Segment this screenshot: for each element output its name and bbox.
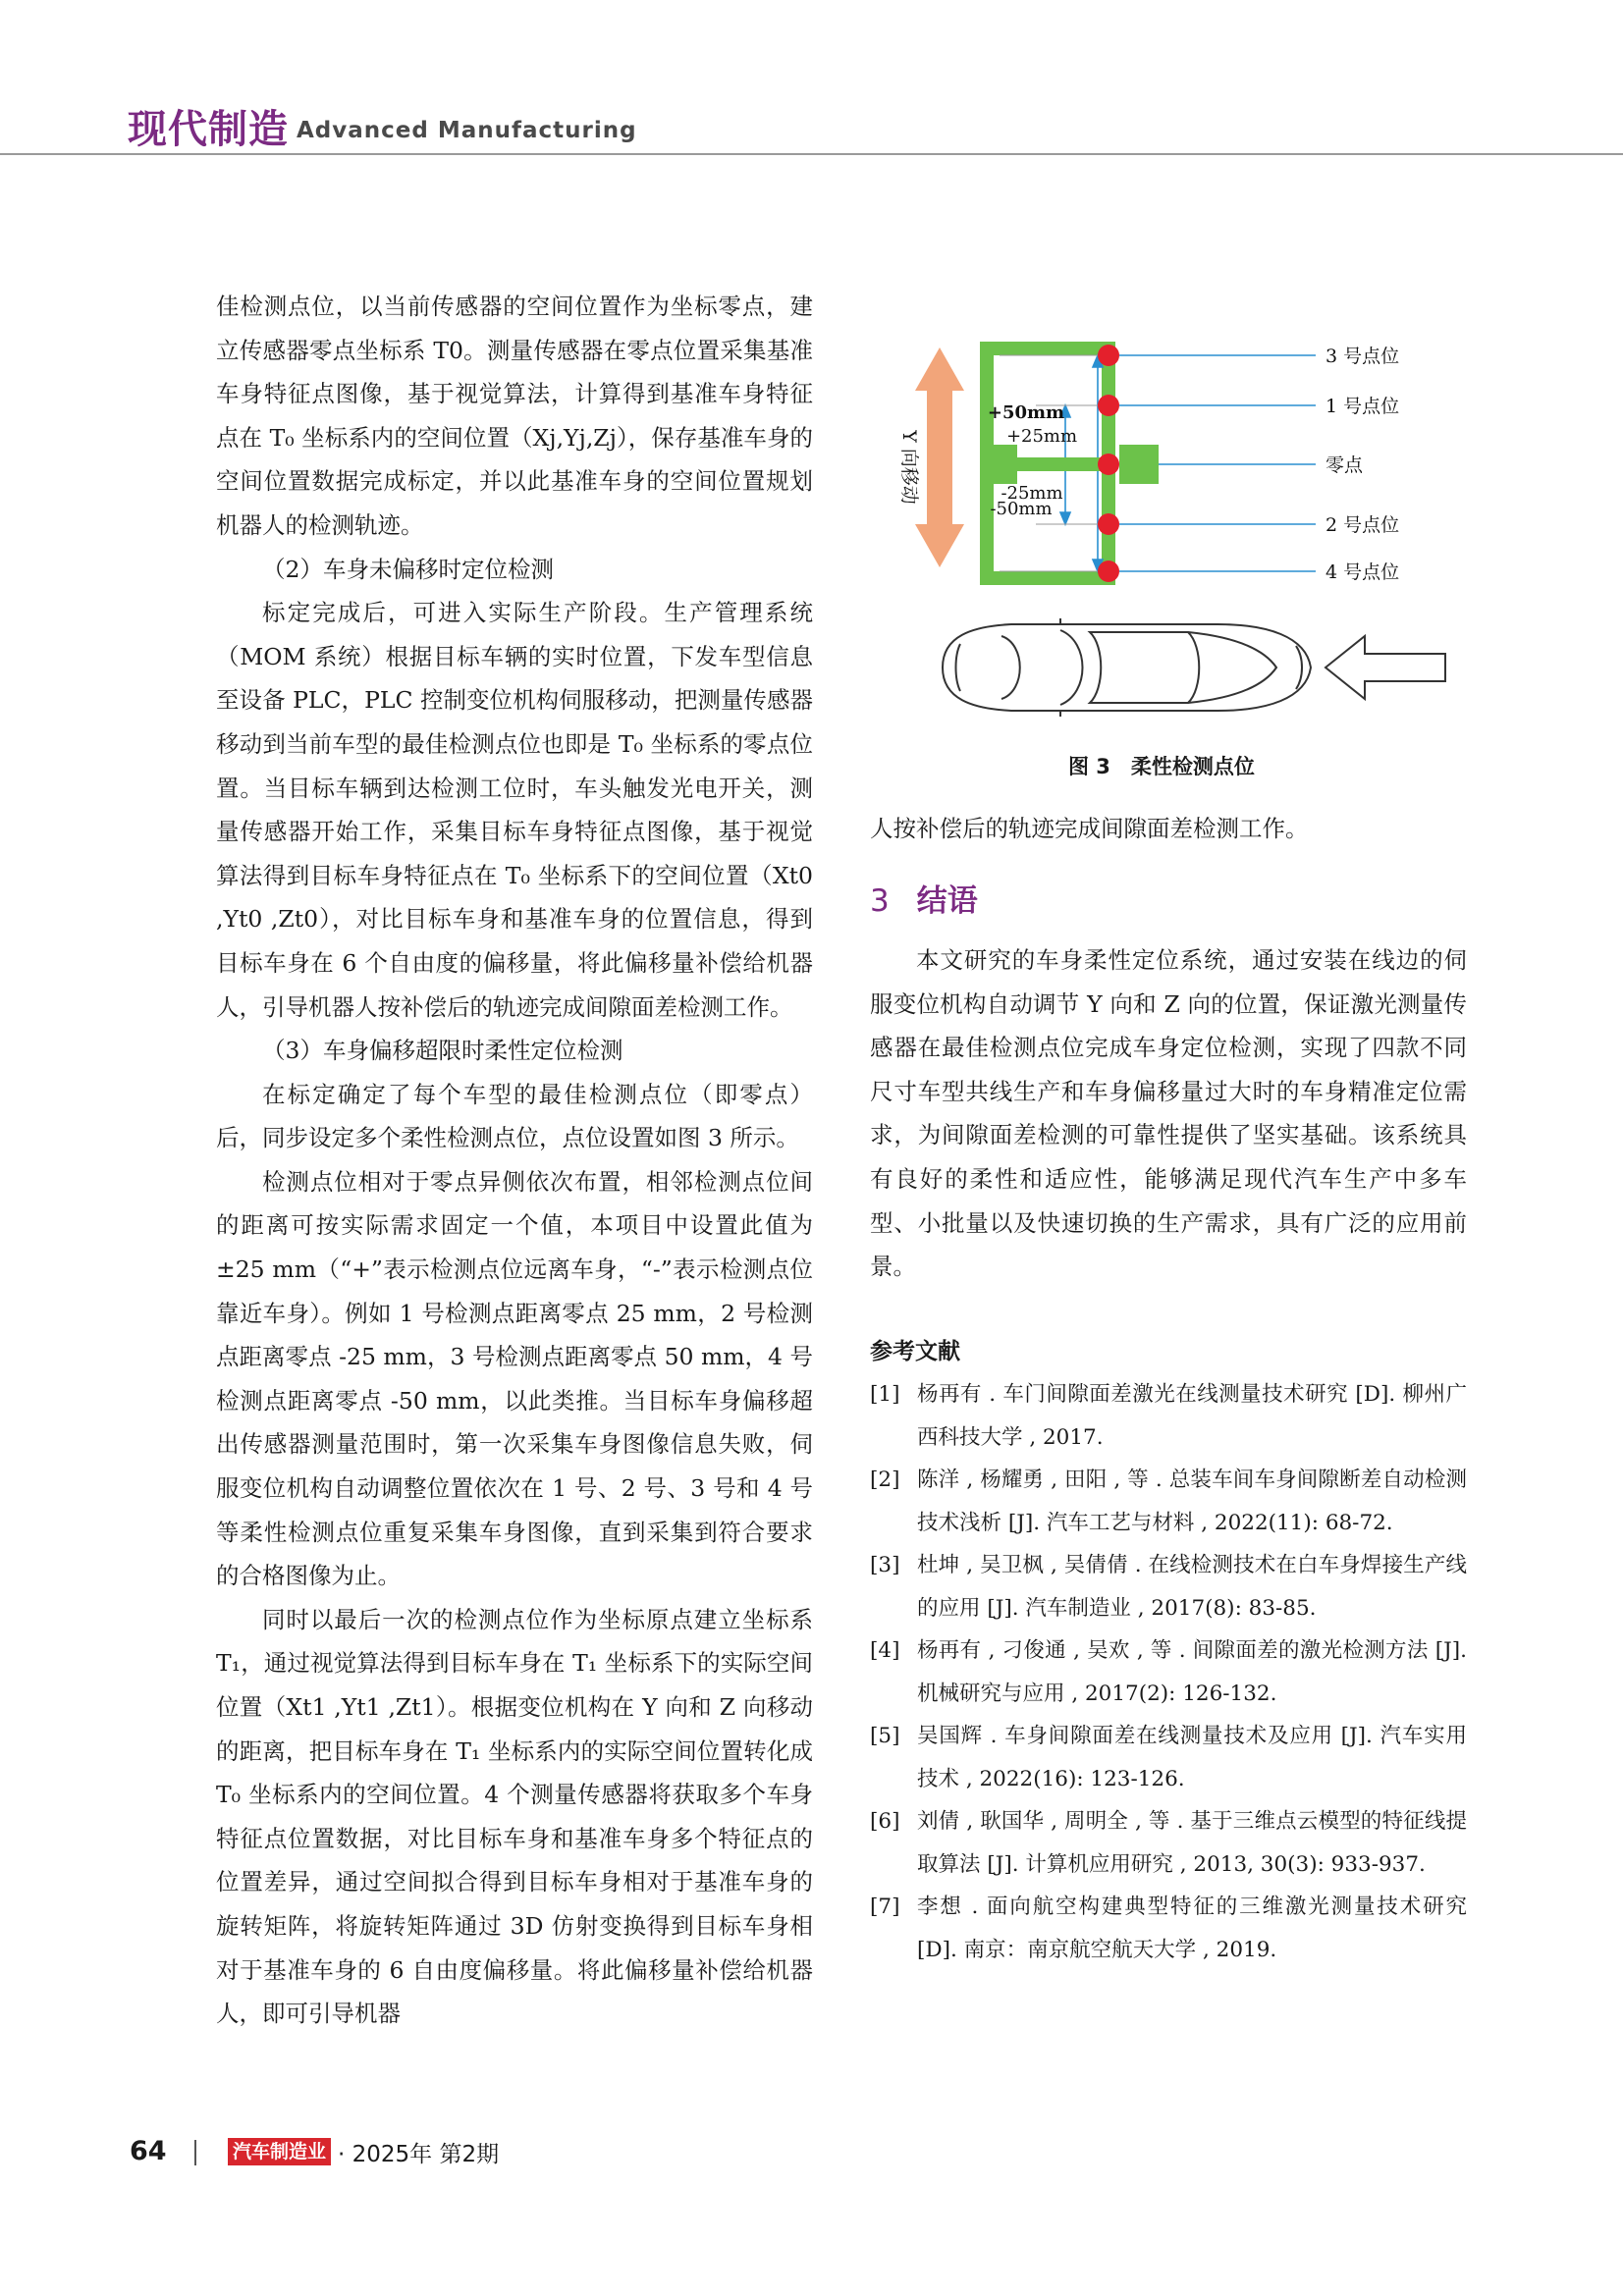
figure-flexible-points — [864, 312, 1473, 744]
section-title: 结语 — [916, 883, 978, 919]
frame-top-bar — [980, 342, 1115, 355]
label-minus50: -50mm — [990, 499, 1053, 519]
page-number: 64 — [130, 2136, 167, 2166]
frame-middle-bar — [980, 457, 1115, 471]
references-list — [870, 1373, 1467, 1971]
magazine-logo: 汽车制造业 — [228, 2138, 331, 2165]
reference-text: 杨再有 . 车门间隙面差激光在线测量技术研究 [D]. 柳州广西科技大学 , 2017. — [917, 1382, 1467, 1450]
journal-title-cn: 现代制造 — [128, 107, 289, 152]
detection-point-4 — [1098, 561, 1119, 582]
section-heading-conclusion — [870, 876, 1467, 920]
detection-point-2 — [1098, 513, 1119, 535]
label-plus50: +50mm — [987, 402, 1065, 423]
label-y-movement: Y 向移动 — [898, 430, 920, 505]
paragraph-coordinate-transform: 同时以最后一次的检测点位作为坐标原点建立坐标系 T₁，通过视觉算法得到目标车身在 T₁ 坐标系下的实际空间位置（Xt1 ,Yt1 ,Zt1）。根据变位机构在 Y 向和 Z 向移动的距离，把目标车身在 T₁ 坐标系内的实际空间位置转化成 T₀ 坐标系内的空间位置。4 个测量传感器将获取多个车身特征点位置数据，对比目标车身和基准车身多个特征点的位置差异，通过空间拟合得到目标车身相对于基准车身的旋转矩阵，将旋转矩阵通过 3D 仿射变换得到目标车身相对于基准车身的 6 自由度偏移量。将此偏移量补偿给机器人，即可引导机器 — [216, 1605, 813, 2028]
reference-item — [870, 1544, 1467, 1629]
frame-bottom-bar — [980, 571, 1115, 585]
detection-point-zero — [1098, 454, 1119, 475]
reference-text: 陈洋 , 杨耀勇 , 田阳 , 等 . 总装车间车身间隙断差自动检测技术浅析 [J]. 汽车工艺与材料 , 2022(11): 68-72. — [917, 1468, 1467, 1535]
paragraph-calibration: 佳检测点位，以当前传感器的空间位置作为坐标零点，建立传感器零点坐标系 T0。测量传感器在零点位置采集基准车身特征点图像，基于视觉算法，计算得到基准车身特征点在 T₀ 坐标系内的空间位置（Xj,Yj,Zj），保存基准车身的空间位置数据完成标定，并以此基准车身的空间位置规划机器人的检测轨迹。 — [216, 293, 813, 539]
journal-title-en: Advanced Manufacturing — [297, 118, 637, 143]
label-point-1: 1 号点位 — [1325, 396, 1400, 417]
reference-text: 杨再有 , 刁俊通 , 吴欢 , 等 . 间隙面差的激光检测方法 [J]. 机械研究与应用 , 2017(2): 126-132. — [917, 1638, 1467, 1706]
reference-item — [870, 1715, 1467, 1800]
footer-divider — [194, 2140, 196, 2165]
left-column — [216, 285, 813, 2036]
conclusion-body — [870, 938, 1467, 1289]
header-divider — [0, 153, 1623, 155]
reference-number: [3] — [870, 1553, 900, 1577]
reference-number: [1] — [870, 1382, 900, 1407]
right-column-continuation — [870, 807, 1467, 851]
reference-text: 刘倩 , 耿国华 , 周明全 , 等 . 基于三维点云模型的特征线提取算法 [J]. 计算机应用研究 , 2013, 30(3): 933-937. — [917, 1809, 1467, 1877]
reference-item — [870, 1886, 1467, 1971]
reference-number: [5] — [870, 1724, 900, 1748]
subheading-flexible: （3）车身偏移超限时柔性定位检测 — [262, 1037, 623, 1065]
label-point-2: 2 号点位 — [1325, 514, 1400, 536]
paragraph-conclusion: 本文研究的车身柔性定位系统，通过安装在线边的伺服变位机构自动调节 Y 向和 Z 向的位置，保证激光测量传感器在最佳检测点位完成车身定位检测，实现了四款不同尺寸车型共线生产和车身偏移量过大时的车身精准定位需求，为间隙面差检测的可靠性提供了坚实基础。该系统具有良好的柔性和适应性，能够满足现代汽车生产中多车型、小批量以及快速切换的生产需求，具有广泛的应用前景。 — [870, 946, 1467, 1281]
car-top-view — [943, 618, 1311, 717]
figure-caption: 图 3 柔性检测点位 — [1068, 755, 1255, 778]
detection-point-3 — [1098, 345, 1119, 366]
issue-info: · 2025年 第2期 — [338, 2142, 500, 2167]
reference-item — [870, 1459, 1467, 1544]
paragraph-continuation: 人按补偿后的轨迹完成间隙面差检测工作。 — [870, 815, 1309, 842]
paragraph-detection-points: 检测点位相对于零点异侧依次布置，相邻检测点位间的距离可按实际需求固定一个值，本项目中设置此值为 ±25 mm（“+”表示检测点位远离车身，“-”表示检测点位靠近车身）。例如 1 号检测点距离零点 25 mm，2 号检测点距离零点 -25 mm，3 号检测点距离零点 50 mm，4 号检测点距离零点 -50 mm，以此类推。当目标车身偏移超出传感器测量范围时，第一次采集车身图像信息失败，伺服变位机构自动调整位置依次在 1 号、2 号、3 号和 4 号等柔性检测点位重复采集车身图像，直到采集到符合要求的合格图像为止。 — [216, 1167, 813, 1590]
label-point-4: 4 号点位 — [1325, 561, 1400, 583]
label-point-zero: 零点 — [1325, 454, 1364, 476]
reference-number: [4] — [870, 1638, 900, 1663]
reference-number: [6] — [870, 1809, 900, 1834]
label-minus25: -25mm — [1001, 483, 1063, 504]
reference-number: [7] — [870, 1895, 900, 1919]
y-movement-arrow — [915, 347, 964, 567]
reference-item — [870, 1373, 1467, 1459]
references-title: 参考文献 — [870, 1339, 960, 1364]
reference-item — [870, 1800, 1467, 1886]
reference-text: 吴国辉 . 车身间隙面差在线测量技术及应用 [J]. 汽车实用技术 , 2022(16): 123-126. — [917, 1724, 1467, 1791]
reference-text: 杜坤 , 吴卫枫 , 吴倩倩 . 在线检测技术在白车身焊接生产线的应用 [J]. 汽车制造业 , 2017(8): 83-85. — [917, 1553, 1467, 1621]
section-number: 3 — [870, 883, 890, 919]
paragraph-no-offset: 标定完成后，可进入实际生产阶段。生产管理系统（MOM 系统）根据目标车辆的实时位置，下发车型信息至设备 PLC，PLC 控制变位机构伺服移动，把测量传感器移动到当前车型的最佳检测点位也即是 T₀ 坐标系的零点位置。当目标车辆到达检测工位时，车头触发光电开关，测量传感器开始工作，采集目标车身特征点图像，基于视觉算法得到目标车身特征点在 T₀ 坐标系下的空间位置（Xt0 ,Yt0 ,Zt0），对比目标车身和基准车身的位置信息，得到目标车身在 6 个自由度的偏移量，将此偏移量补偿给机器人，引导机器人按补偿后的轨迹完成间隙面差检测工作。 — [216, 599, 813, 1021]
label-point-3: 3 号点位 — [1325, 346, 1400, 367]
reference-item — [870, 1629, 1467, 1715]
dimension-arrow — [1060, 512, 1070, 524]
subheading-no-offset: （2）车身未偏移时定位检测 — [262, 555, 554, 583]
frame-right-block — [1119, 445, 1159, 484]
reference-text: 李想 . 面向航空构建典型特征的三维激光测量技术研究 [D]. 南京：南京航空航天大学 , 2019. — [917, 1895, 1467, 1962]
detection-point-1 — [1098, 395, 1119, 416]
paragraph-flexible-intro: 在标定确定了每个车型的最佳检测点位（即零点）后，同步设定多个柔性检测点位，点位设置如图 3 所示。 — [216, 1080, 813, 1152]
label-plus25: +25mm — [1005, 426, 1078, 447]
car-direction-arrow — [1325, 636, 1445, 699]
reference-number: [2] — [870, 1468, 900, 1492]
